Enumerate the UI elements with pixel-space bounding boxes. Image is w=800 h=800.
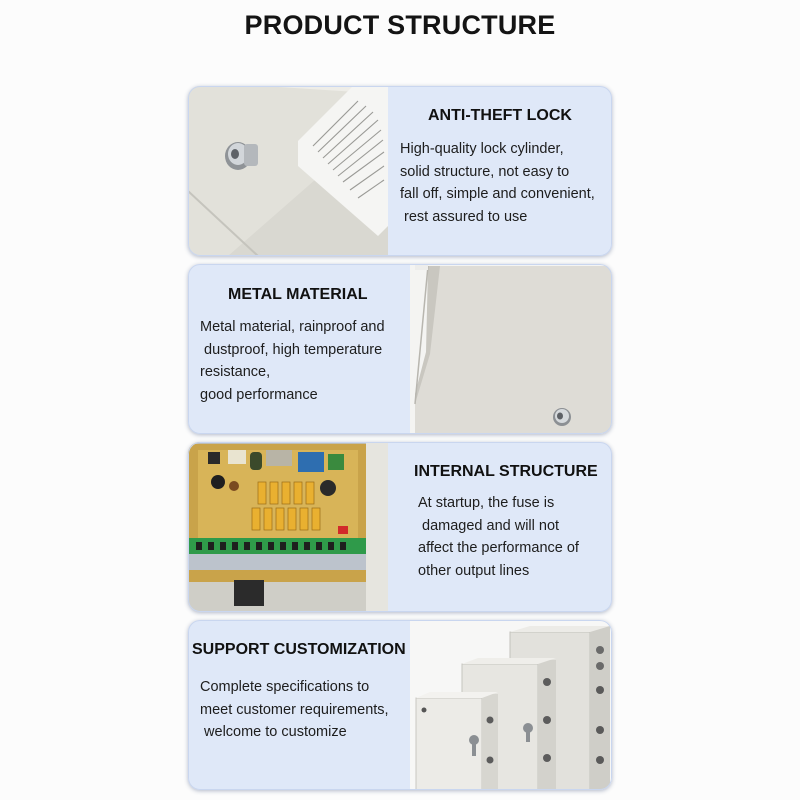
description-line: High-quality lock cylinder, (400, 141, 564, 157)
enclosure-sizes-photo (410, 620, 612, 790)
feature-text-block (388, 442, 612, 612)
description-line: Complete specifications to (200, 679, 370, 695)
description-line: fall off, simple and convenient, (400, 186, 595, 202)
feature-title: ANTI-THEFT LOCK (428, 107, 572, 124)
description-line: damaged and will not (418, 517, 560, 534)
feature-title: METAL MATERIAL (228, 286, 368, 303)
description-line: rest assured to use (400, 208, 528, 225)
description-line: other output lines (418, 562, 530, 579)
feature-card-support-customization (188, 620, 612, 790)
description-line: good performance (200, 386, 318, 403)
description-line: affect the performance of (418, 540, 579, 556)
description-line: Metal material, rainproof and (200, 319, 385, 335)
feature-description (418, 492, 579, 582)
description-line: meet customer requirements, (200, 701, 389, 718)
feature-text-block (188, 264, 410, 434)
feature-title: SUPPORT CUSTOMIZATION (192, 641, 406, 658)
description-line: resistance, (200, 364, 271, 380)
lock-closeup-photo (188, 86, 388, 256)
description-line: At startup, the fuse is (418, 495, 555, 511)
page-title: PRODUCT STRUCTURE (244, 10, 556, 40)
feature-card-anti-theft-lock (188, 86, 612, 256)
feature-text-block (388, 86, 612, 256)
metal-panel-photo (410, 264, 612, 434)
feature-card-internal-structure (188, 442, 612, 612)
description-line: welcome to customize (200, 724, 347, 740)
feature-card-metal-material (188, 264, 612, 434)
description-line: dustproof, high temperature (200, 341, 383, 358)
circuit-board-photo (188, 442, 388, 612)
feature-description (200, 316, 385, 406)
feature-text-block (188, 620, 410, 790)
feature-description (200, 676, 389, 744)
description-line: solid structure, not easy to (400, 163, 570, 180)
feature-title: INTERNAL STRUCTURE (414, 463, 598, 480)
feature-description (400, 138, 595, 228)
